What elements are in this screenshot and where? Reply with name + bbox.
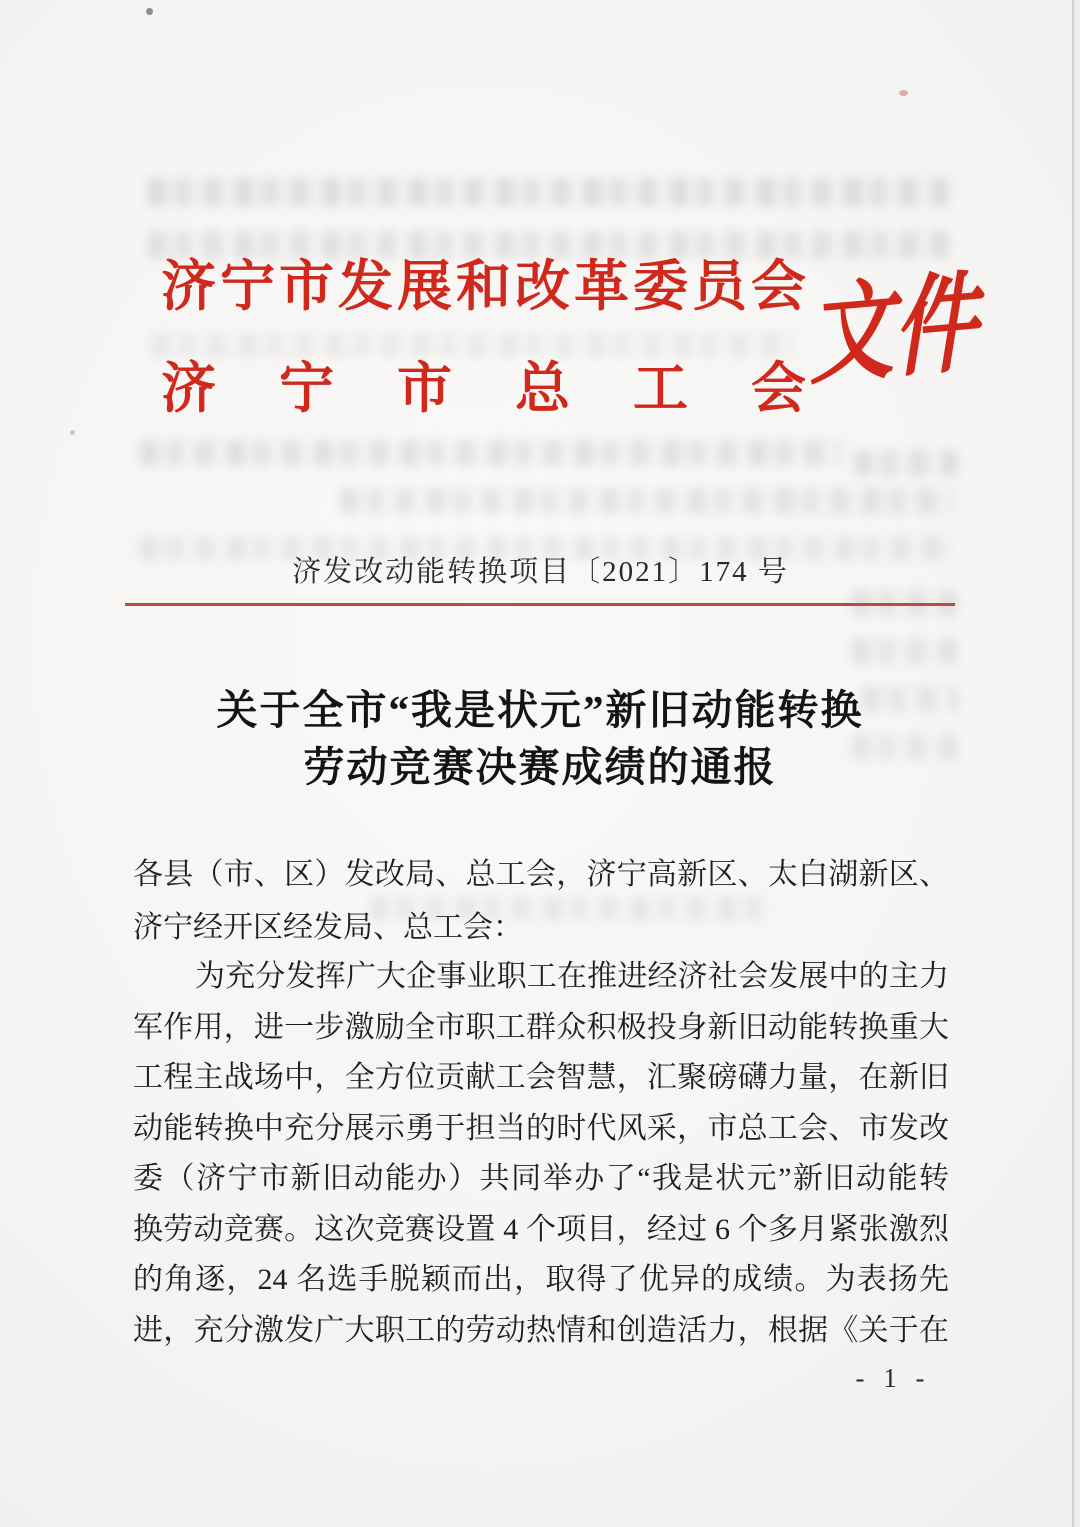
body-line: 军作用，进一步激励全市职工群众积极投身新旧动能转换重大 <box>133 1010 949 1044</box>
body-line: 进，充分激发广大职工的劳动热情和创造活力，根据《关于在 <box>133 1313 949 1347</box>
recipients-line2: 济宁经开区经发局、总工会： <box>133 911 523 944</box>
scan-speck <box>899 90 908 96</box>
document-number: 济发改动能转换项目〔2021〕174 号 <box>292 556 789 588</box>
bleed-through-text <box>140 440 840 466</box>
document-title-line1: 关于全市“我是状元”新旧动能转换 <box>216 687 864 733</box>
body-line: 委（济宁市新旧动能办）共同举办了“我是状元”新旧动能转 <box>133 1162 949 1195</box>
body-line: 换劳动竞赛。这次竞赛设置 4 个项目，经过 6 个多月紧张激烈 <box>133 1212 949 1246</box>
doc-type-wenjian: 文件 <box>806 262 994 399</box>
red-separator-rule <box>125 603 955 606</box>
page-number: - 1 - <box>855 1363 931 1393</box>
body-line: 的角逐，24 名选手脱颖而出，取得了优异的成绩。为表扬先 <box>133 1263 949 1296</box>
bleed-through-text <box>854 450 958 476</box>
document-title <box>90 682 990 796</box>
paper-edge-band <box>1074 0 1080 1527</box>
bleed-through-text <box>852 638 958 664</box>
recipients <box>133 848 949 954</box>
body-line: 动能转换中充分展示勇于担当的时代风采，市总工会、市发改 <box>133 1111 949 1145</box>
body-line: 为充分发挥广大企事业职工在推进经济社会发展中的主力 <box>195 960 949 993</box>
document-title-line2: 劳动竞赛决赛成绩的通报 <box>303 744 777 790</box>
bleed-through-text <box>340 488 952 514</box>
body-line: 工程主战场中，全方位贡献工会智慧，汇聚磅礴力量，在新旧 <box>133 1061 949 1094</box>
scan-speck <box>146 8 153 15</box>
org-name-line1: 济宁市发展和改革委员会 <box>161 256 806 317</box>
scan-speck <box>70 430 75 435</box>
bleed-through-text <box>148 178 948 206</box>
recipients-line1: 各县（市、区）发改局、总工会，济宁高新区、太白湖新区、 <box>133 858 949 891</box>
letterhead <box>161 256 806 420</box>
org-name-line2: 济宁市总工会 <box>161 358 806 419</box>
bleed-through-text <box>148 231 948 259</box>
body-paragraph <box>133 952 949 1356</box>
